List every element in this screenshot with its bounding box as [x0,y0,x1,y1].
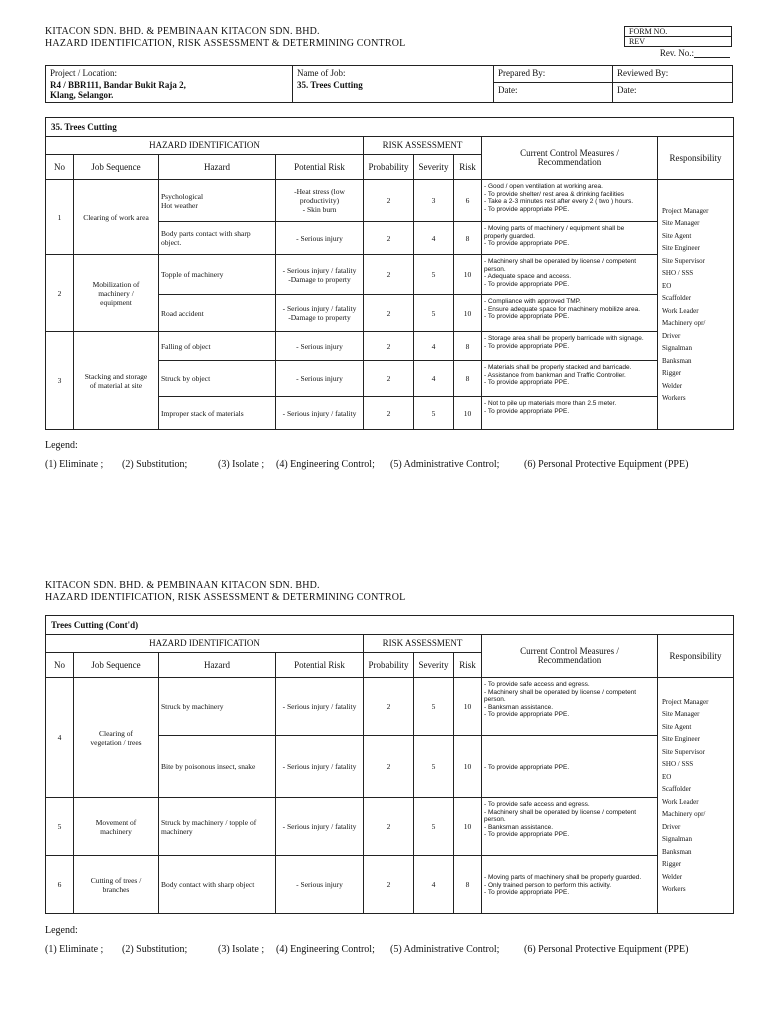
job-sequence-header: Job Sequence [74,653,159,678]
control-measures: - Materials shall be properly stacked and barricade. - Assistance from bankman and Traffic Controller. - To provide appropriate PPE. [482,361,658,397]
hazard: Struck by object [159,361,276,397]
table-row [46,856,734,914]
form-no-label: FORM NO. [625,27,732,37]
severity: 3 [414,180,454,222]
table-row [46,255,734,295]
control-header: Current Control Measures / Recommendation [482,137,658,180]
hazard: Struck by machinery / topple of machinery [159,798,276,856]
job-value: 35. Trees Cutting [297,80,363,90]
row-no: 1 [46,180,74,255]
responsibility-list: Project Manager Site Manager Site Agent Site Engineer Site Supervisor SHO / SSS EO Scaffolder Work Leader Machinery opr/ Driver Signalman Banksman Rigger Welder Workers [658,180,734,430]
job-sequence-header: Job Sequence [74,155,159,180]
probability: 2 [364,798,414,856]
hazard: Improper stack of materials [159,397,276,430]
probability: 2 [364,180,414,222]
severity: 5 [414,255,454,295]
potential-risk: - Serious injury [276,361,364,397]
risk: 8 [454,332,482,361]
table-row [46,332,734,361]
severity: 4 [414,361,454,397]
control-measures: - Machinery shall be operated by license / competent person. - Adequate space and access. - To provide appropriate PPE. [482,255,658,295]
hazard: Topple of machinery [159,255,276,295]
legend [0,459,768,473]
hazard-header: Hazard [159,155,276,180]
probability: 2 [364,736,414,798]
risk-assessment-header: RISK ASSESSMENT [364,137,482,155]
risk: 10 [454,255,482,295]
rev-label: REV [625,37,732,47]
probability: 2 [364,397,414,430]
legend-item: (2) Substitution; [122,459,188,470]
severity: 4 [414,856,454,914]
hazard: Falling of object [159,332,276,361]
legend-item: (6) Personal Protective Equipment (PPE) [524,459,689,470]
row-no: 5 [46,798,74,856]
table-row [46,798,734,856]
prepared-date: Date: [494,83,613,103]
row-no: 2 [46,255,74,332]
potential-risk-header: Potential Risk [276,653,364,678]
reviewed-date: Date: [613,83,733,103]
control-measures: - Not to pile up materials more than 2.5 meter. - To provide appropriate PPE. [482,397,658,430]
potential-risk: - Serious injury / fatality -Damage to property [276,295,364,332]
job-sequence: Cutting of trees / branches [74,856,159,914]
hazard: Psychological Hot weather [159,180,276,222]
risk: 10 [454,295,482,332]
reviewed-by: Reviewed By: [613,66,733,83]
potential-risk: - Serious injury / fatality [276,798,364,856]
table-row [46,678,734,736]
risk: 8 [454,222,482,255]
severity: 5 [414,295,454,332]
legend-item: (1) Eliminate ; [45,944,104,955]
severity: 5 [414,798,454,856]
hazard: Body parts contact with sharp object. [159,222,276,255]
responsibility-list: Project Manager Site Manager Site Agent Site Engineer Site Supervisor SHO / SSS EO Scaffolder Work Leader Machinery opr/ Driver Signalman Banksman Rigger Welder Workers [658,678,734,914]
row-no: 4 [46,678,74,798]
probability-header: Probability [364,155,414,180]
legend-label: Legend: [45,440,78,451]
risk-table-2 [45,615,734,914]
rev-no: Rev. No.: [630,48,730,58]
probability: 2 [364,856,414,914]
control-measures: - To provide appropriate PPE. [482,736,658,798]
probability: 2 [364,295,414,332]
potential-risk: - Serious injury / fatality [276,736,364,798]
risk-header: Risk [454,653,482,678]
hazard-header: Hazard [159,653,276,678]
control-measures: - Storage area shall be properly barricade with signage. - To provide appropriate PPE. [482,332,658,361]
no-header: No [46,155,74,180]
potential-risk: - Serious injury [276,856,364,914]
prepared-by: Prepared By: [494,66,613,83]
company-name: KITACON SDN. BHD. & PEMBINAAN KITACON SDN. BHD. [45,580,320,591]
severity: 5 [414,736,454,798]
risk: 8 [454,361,482,397]
hazard-identification-header: HAZARD IDENTIFICATION [46,137,364,155]
project-info-table [45,65,733,103]
control-header: Current Control Measures / Recommendation [482,635,658,678]
control-measures: - To provide safe access and egress. - Machinery shall be operated by license / competent person. - Banksman assistance. - To provide appropriate PPE. [482,678,658,736]
row-no: 6 [46,856,74,914]
risk-table-1 [45,117,734,430]
severity: 5 [414,678,454,736]
project-label: Project / Location: [50,68,117,78]
row-no: 3 [46,332,74,430]
job-name-cell [293,66,494,103]
risk: 10 [454,736,482,798]
risk: 6 [454,180,482,222]
job-sequence: Clearing of work area [74,180,159,255]
hazard: Struck by machinery [159,678,276,736]
hazard: Body contact with sharp object [159,856,276,914]
legend-item: (3) Isolate ; [218,459,265,470]
severity-header: Severity [414,155,454,180]
probability: 2 [364,678,414,736]
legend [0,944,768,958]
legend-item: (2) Substitution; [122,944,188,955]
control-measures: - Moving parts of machinery shall be properly guarded. - Only trained person to perform this activity. - To provide appropriate PPE. [482,856,658,914]
risk: 10 [454,678,482,736]
potential-risk: - Serious injury / fatality -Damage to property [276,255,364,295]
project-location-cell [46,66,293,103]
potential-risk: -Heat stress (low productivity) - Skin burn [276,180,364,222]
severity: 5 [414,397,454,430]
probability-header: Probability [364,653,414,678]
severity: 4 [414,332,454,361]
probability: 2 [364,361,414,397]
risk-header: Risk [454,155,482,180]
probability: 2 [364,222,414,255]
job-sequence: Movement of machinery [74,798,159,856]
legend-item: (1) Eliminate ; [45,459,104,470]
form-number-box [624,26,732,47]
potential-risk: - Serious injury / fatality [276,678,364,736]
severity-header: Severity [414,653,454,678]
potential-risk-header: Potential Risk [276,155,364,180]
responsibility-header: Responsibility [658,635,734,678]
probability: 2 [364,332,414,361]
risk: 8 [454,856,482,914]
risk-assessment-header: RISK ASSESSMENT [364,635,482,653]
legend-item: (4) Engineering Control; [276,944,375,955]
control-measures: - To provide safe access and egress. - Machinery shall be operated by license / competent person. - Banksman assistance. - To provide appropriate PPE. [482,798,658,856]
job-sequence: Clearing of vegetation / trees [74,678,159,798]
potential-risk: - Serious injury / fatality [276,397,364,430]
risk: 10 [454,397,482,430]
hazard: Road accident [159,295,276,332]
potential-risk: - Serious injury [276,332,364,361]
table-1-title: 35. Trees Cutting [46,118,734,137]
hazard: Bite by poisonous insect, snake [159,736,276,798]
legend-item: (3) Isolate ; [218,944,265,955]
job-sequence: Mobilization of machinery / equipment [74,255,159,332]
probability: 2 [364,255,414,295]
risk: 10 [454,798,482,856]
legend-item: (6) Personal Protective Equipment (PPE) [524,944,689,955]
legend-label: Legend: [45,925,78,936]
project-value: R4 / BBR111, Bandar Bukit Raja 2, Klang, Selangor. [50,80,186,100]
job-label: Name of Job: [297,68,346,78]
legend-item: (4) Engineering Control; [276,459,375,470]
table-row [46,180,734,222]
control-measures: - Compliance with approved TMP. - Ensure adequate space for machinery mobilize area. - To provide appropriate PPE. [482,295,658,332]
control-measures: - Good / open ventilation at working area. - To provide shelter/ rest area & drinking facilities - Take a 2-3 minutes rest after every 2 ( two ) hours. - To provide appropriate PPE. [482,180,658,222]
document-title: HAZARD IDENTIFICATION, RISK ASSESSMENT & DETERMINING CONTROL [45,592,406,603]
table-2-title: Trees Cutting (Cont'd) [46,616,734,635]
potential-risk: - Serious injury [276,222,364,255]
document-title: HAZARD IDENTIFICATION, RISK ASSESSMENT & DETERMINING CONTROL [45,38,406,49]
legend-item: (5) Administrative Control; [390,459,500,470]
responsibility-header: Responsibility [658,137,734,180]
control-measures: - Moving parts of machinery / equipment shall be properly guarded. - To provide appropriate PPE. [482,222,658,255]
severity: 4 [414,222,454,255]
job-sequence: Stacking and storage of material at site [74,332,159,430]
hazard-identification-header: HAZARD IDENTIFICATION [46,635,364,653]
company-name: KITACON SDN. BHD. & PEMBINAAN KITACON SDN. BHD. [45,26,320,37]
no-header: No [46,653,74,678]
legend-item: (5) Administrative Control; [390,944,500,955]
